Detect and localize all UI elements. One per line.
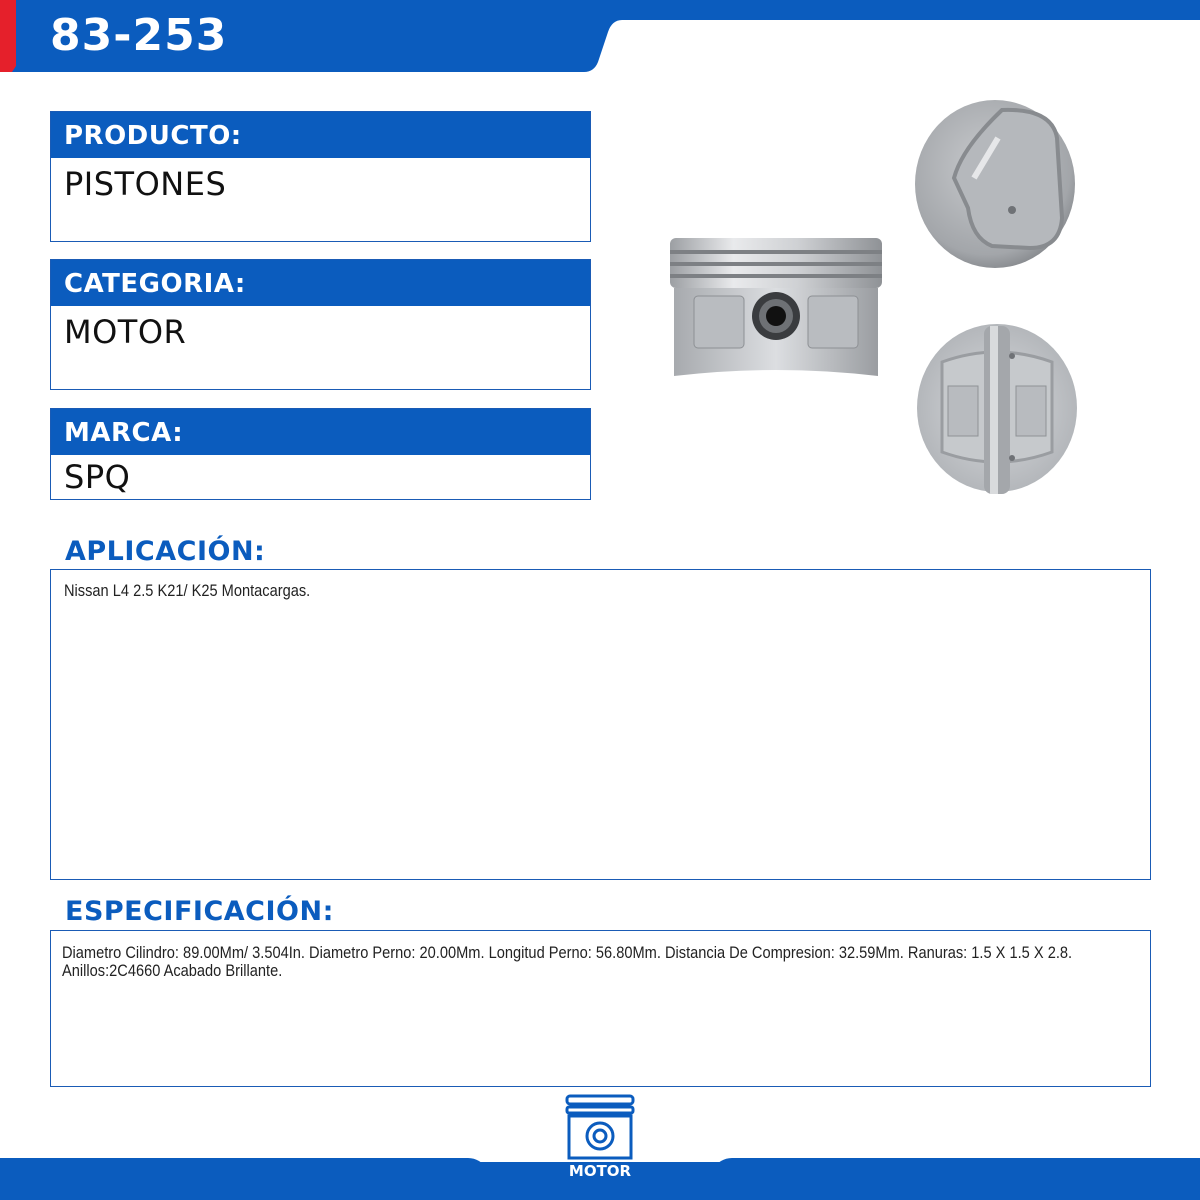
aplicacion-title: APLICACIÓN: bbox=[65, 536, 266, 567]
categoria-field bbox=[50, 259, 591, 390]
aplicacion-box bbox=[50, 569, 1151, 880]
piston-bottom-view-image bbox=[914, 312, 1080, 496]
especificacion-text: Diametro Cilindro: 89.00Mm/ 3.504In. Diametro Perno: 20.00Mm. Longitud Perno: 56.80Mm. Distancia De Compresion: 32.59Mm. Ranuras: 1.5 X 1.5 X 2.8. Anillos:2C4660 Acabado Brillante. bbox=[62, 943, 1073, 980]
producto-value: PISTONES bbox=[64, 165, 227, 203]
piston-side-view-image bbox=[668, 236, 884, 380]
producto-label: PRODUCTO: bbox=[51, 112, 590, 158]
categoria-label: CATEGORIA: bbox=[51, 260, 590, 306]
piston-top-view-image bbox=[912, 98, 1078, 270]
marca-value: SPQ bbox=[64, 458, 131, 496]
footer-category-label: MOTOR bbox=[568, 1162, 632, 1180]
aplicacion-text: Nissan L4 2.5 K21/ K25 Montacargas. bbox=[64, 581, 311, 600]
producto-field bbox=[50, 111, 591, 242]
categoria-value: MOTOR bbox=[64, 313, 187, 351]
especificacion-title: ESPECIFICACIÓN: bbox=[65, 896, 334, 927]
part-number-title: 83-253 bbox=[50, 10, 228, 61]
piston-icon bbox=[563, 1092, 637, 1160]
marca-label: MARCA: bbox=[51, 409, 590, 455]
especificacion-box bbox=[50, 930, 1151, 1087]
marca-field bbox=[50, 408, 591, 500]
